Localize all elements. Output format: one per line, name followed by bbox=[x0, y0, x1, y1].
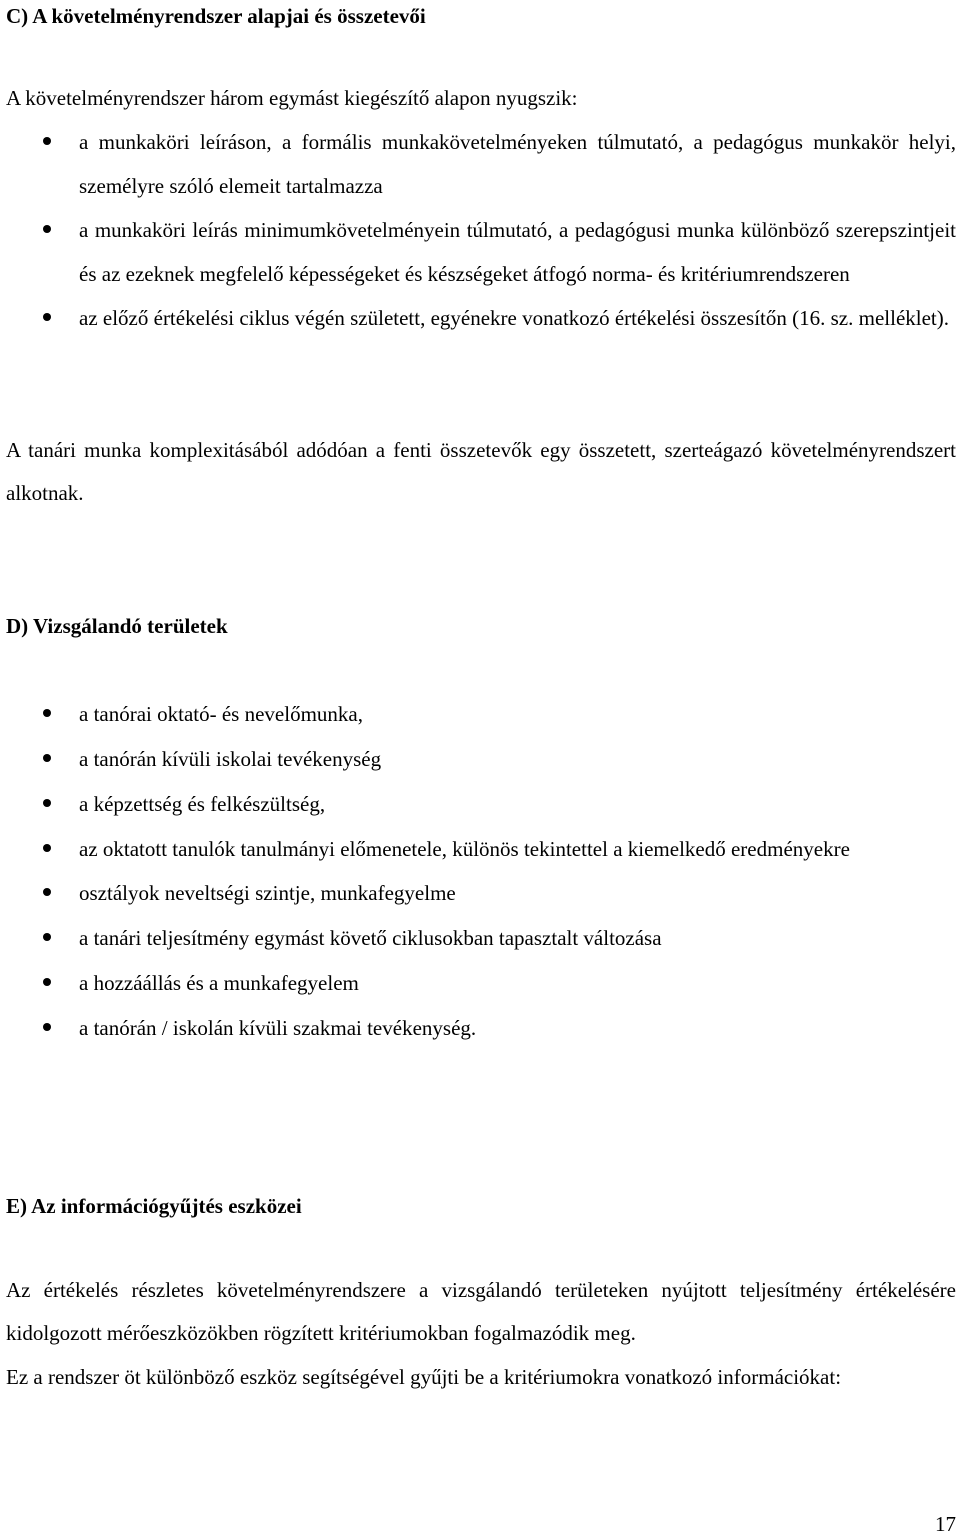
section-e-paragraph-2: Ez a rendszer öt különböző eszköz segítségével gyűjti be a kritériumokra vonatkozó információkat: bbox=[6, 1365, 842, 1389]
bullet-icon bbox=[43, 933, 51, 941]
bullet-icon bbox=[43, 888, 51, 896]
list-item bbox=[6, 961, 956, 1006]
bullet-icon bbox=[43, 1023, 51, 1031]
list-item bbox=[6, 827, 956, 871]
section-c-heading: C) A követelményrendszer alapjai és összetevői bbox=[6, 4, 426, 28]
list-item bbox=[6, 782, 956, 827]
list-item-text: a munkaköri leírás minimumkövetelményein túlmutató, a pedagógusi munka különböző szerepszintjeit és az ezeknek megfelelő képességeket és készségeket átfogó norma- és kritériumrendszeren bbox=[79, 218, 956, 286]
list-item-text: a hozzáállás és a munkafegyelem bbox=[79, 971, 359, 995]
list-item-text: a képzettség és felkészültség, bbox=[79, 792, 326, 816]
bullet-icon bbox=[43, 709, 51, 717]
list-item-text: osztályok neveltségi szintje, munkafegyelme bbox=[79, 881, 456, 905]
list-item bbox=[6, 916, 956, 961]
list-item bbox=[6, 1006, 956, 1051]
bullet-icon bbox=[43, 137, 51, 145]
list-item-text: a tanórán kívüli iskolai tevékenység bbox=[79, 747, 382, 771]
section-d-heading: D) Vizsgálandó területek bbox=[6, 614, 228, 638]
list-item-text: az oktatott tanulók tanulmányi előmenetele, különös tekintettel a kiemelkedő eredményekre bbox=[79, 837, 850, 861]
list-item bbox=[6, 296, 956, 340]
bullet-icon bbox=[43, 313, 51, 321]
list-item bbox=[6, 120, 956, 208]
list-item-text: a tanórai oktató- és nevelőmunka, bbox=[79, 702, 363, 726]
section-e-paragraph-1: Az értékelés részletes követelményrendszere a vizsgálandó területeken nyújtott teljesítmény értékelésére kidolgozott mérőeszközökben rögzített kritériumokban fogalmazódik meg. bbox=[6, 1278, 956, 1345]
list-item bbox=[6, 737, 956, 782]
list-item-text: a tanári teljesítmény egymást követő ciklusokban tapasztalt változása bbox=[79, 926, 662, 950]
page-number: 17 bbox=[935, 1512, 956, 1536]
section-d-bullet-list bbox=[6, 692, 956, 1051]
list-item-text: a munkaköri leíráson, a formális munkakövetelményeken túlmutató, a pedagógus munkakör helyi, személyre szóló elemeit tartalmazza bbox=[79, 130, 956, 198]
bullet-icon bbox=[43, 978, 51, 986]
section-e-heading: E) Az információgyűjtés eszközei bbox=[6, 1194, 302, 1218]
bullet-icon bbox=[43, 799, 51, 807]
section-c-bullet-list bbox=[6, 120, 956, 340]
bullet-icon bbox=[43, 225, 51, 233]
list-item bbox=[6, 208, 956, 296]
bullet-icon bbox=[43, 844, 51, 852]
bullet-icon bbox=[43, 754, 51, 762]
section-c-intro: A követelményrendszer három egymást kiegészítő alapon nyugszik: bbox=[6, 86, 578, 110]
list-item-text: az előző értékelési ciklus végén született, egyénekre vonatkozó értékelési összesítőn (16. sz. melléklet). bbox=[79, 306, 949, 330]
list-item bbox=[6, 692, 956, 737]
list-item-text: a tanórán / iskolán kívüli szakmai tevékenység. bbox=[79, 1016, 477, 1040]
section-c-closing: A tanári munka komplexitásából adódóan a fenti összetevők egy összetett, szerteágazó követelményrendszert alkotnak. bbox=[6, 438, 956, 505]
list-item bbox=[6, 871, 956, 916]
